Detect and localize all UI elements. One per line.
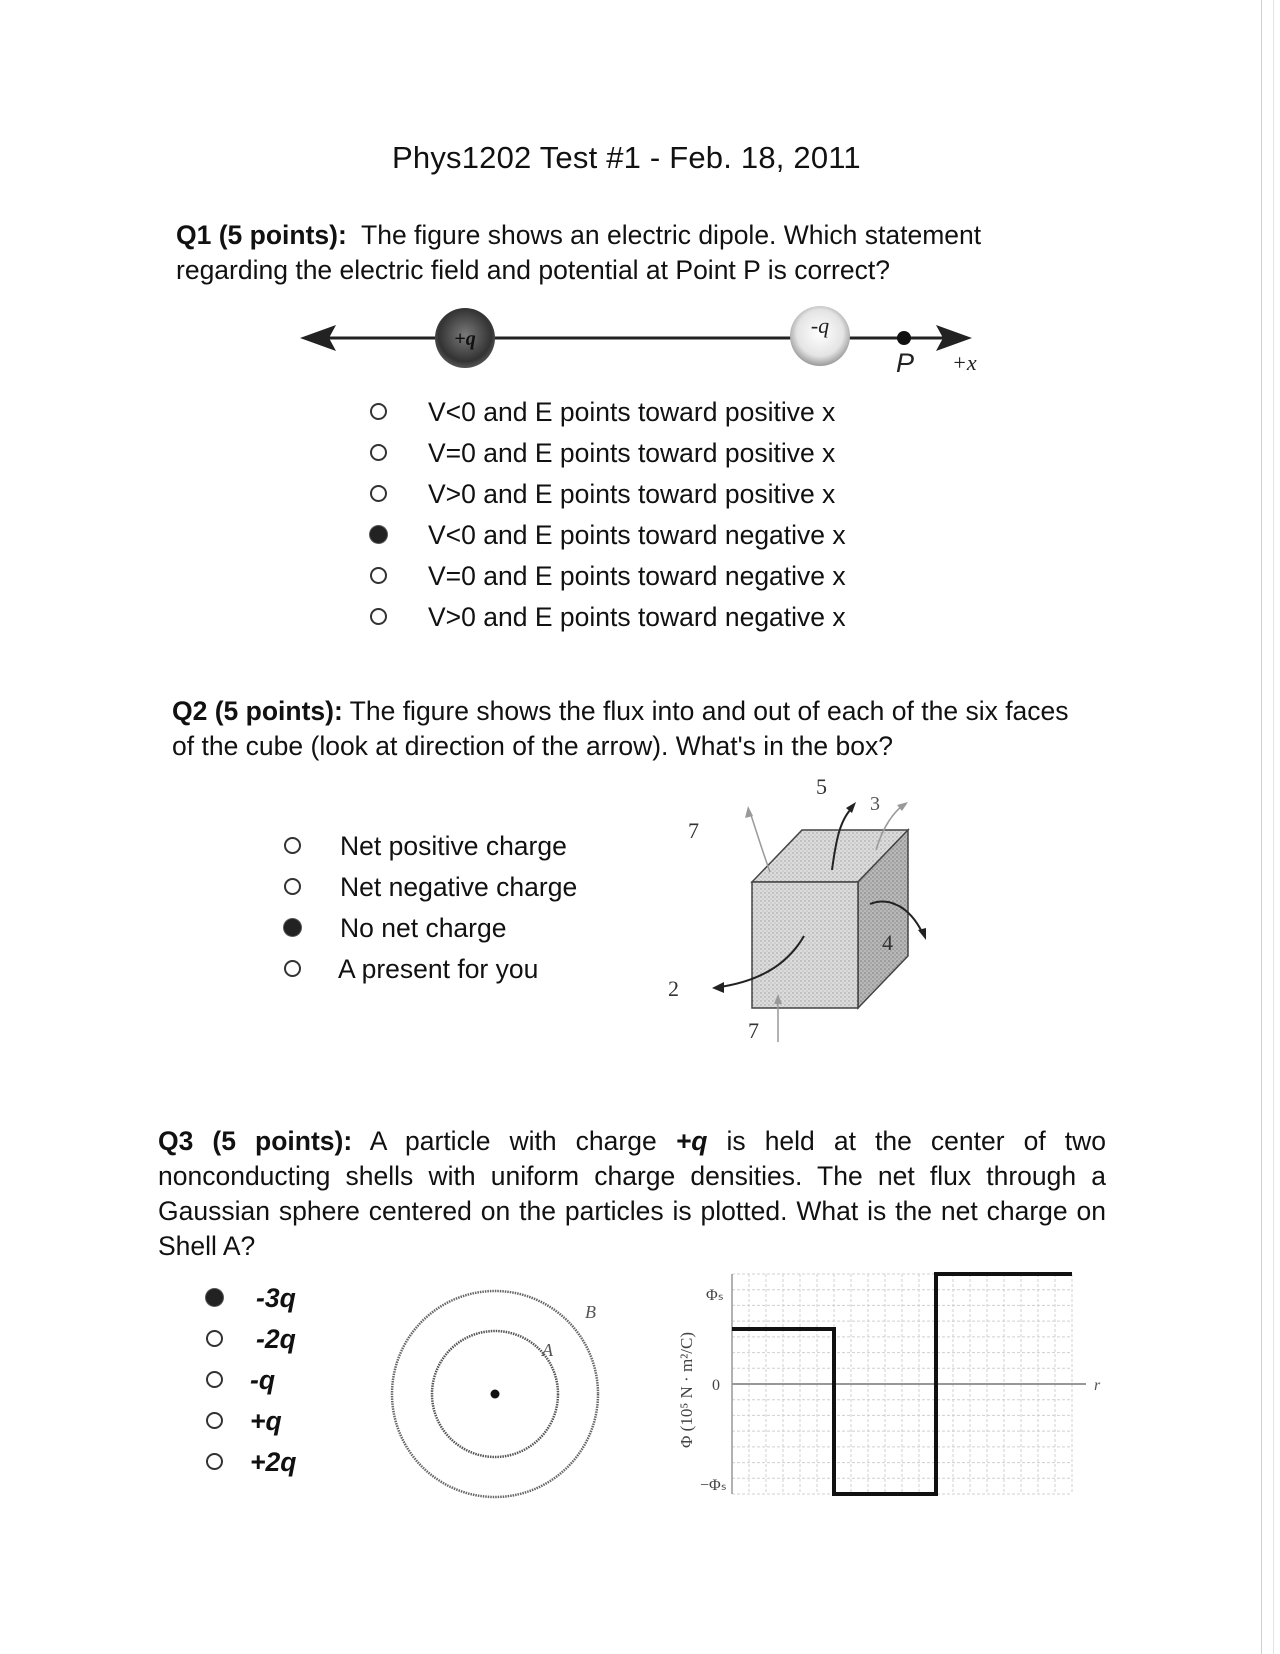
q2-heading: Q2 (5 points):	[172, 696, 343, 726]
flux-arrow-right-head	[918, 928, 926, 940]
option-label: -2q	[256, 1324, 296, 1354]
q3-option-4[interactable]	[206, 1401, 406, 1442]
q1-option-4[interactable]	[370, 515, 930, 556]
q1-heading: Q1 (5 points):	[176, 220, 347, 250]
q2-prompt	[172, 694, 1092, 764]
option-label: V>0 and E points toward positive x	[428, 479, 836, 509]
page-title: Phys1202 Test #1 - Feb. 18, 2011	[392, 140, 861, 175]
q1-options	[370, 392, 930, 638]
radio-button[interactable]	[370, 485, 387, 502]
option-label: +2q	[250, 1447, 297, 1477]
q2-option-2[interactable]	[284, 867, 644, 908]
q3-text-after: is held at the center of two nonconducting shells with uniform charge densities. The net flux through a Gaussian sphere centered on the particles is plotted. What is the net charge on Shell A?	[158, 1126, 1106, 1261]
flux-arrow-top-left	[750, 812, 770, 872]
q3-prompt	[158, 1124, 1106, 1264]
radio-button[interactable]	[284, 960, 301, 977]
option-label: A present for you	[338, 954, 539, 984]
q1-option-5[interactable]	[370, 556, 930, 597]
radio-button[interactable]	[284, 919, 301, 936]
point-p-label: P	[896, 348, 915, 378]
flux-label-bottom: 7	[748, 1018, 759, 1043]
q3-charge: +q	[675, 1126, 708, 1156]
option-label: V=0 and E points toward positive x	[428, 438, 836, 468]
q1-prompt	[176, 218, 1096, 288]
point-p-dot	[897, 331, 911, 345]
chart-y-tick-zero: 0	[712, 1377, 720, 1394]
q1-option-2[interactable]	[370, 433, 930, 474]
radio-button[interactable]	[206, 1412, 223, 1429]
q2-cube-figure	[668, 774, 960, 1080]
radio-button[interactable]	[284, 837, 301, 854]
option-label: V<0 and E points toward positive x	[428, 397, 836, 427]
cube-front-face	[752, 882, 858, 1008]
option-label: Net positive charge	[340, 831, 567, 861]
q3-heading: Q3 (5 points):	[158, 1126, 353, 1156]
radio-button[interactable]	[370, 567, 387, 584]
q2-options	[284, 826, 644, 990]
radio-button[interactable]	[284, 878, 301, 895]
q1-dipole-figure	[300, 308, 990, 388]
radio-button[interactable]	[206, 1289, 223, 1306]
shell-b-label: B	[585, 1302, 596, 1322]
q1-option-3[interactable]	[370, 474, 930, 515]
chart-grid	[732, 1274, 1086, 1494]
radio-button[interactable]	[370, 403, 387, 420]
q2-option-4[interactable]	[284, 949, 644, 990]
q2-option-1[interactable]	[284, 826, 644, 867]
q3-option-2[interactable]	[206, 1319, 406, 1360]
flux-label-top-right: 3	[870, 793, 880, 815]
flux-arrow-top-head	[846, 802, 856, 813]
option-label: V<0 and E points toward negative x	[428, 520, 846, 550]
negative-charge-label: -q	[810, 313, 830, 338]
radio-button[interactable]	[370, 444, 387, 461]
flux-label-top-left: 7	[688, 818, 699, 843]
radio-button[interactable]	[370, 526, 387, 543]
q3-text-before: A particle with charge	[369, 1126, 657, 1156]
chart-y-axis-label: Φ (10⁵ N · m²/C)	[677, 1332, 696, 1448]
chart-y-tick-top: Φₛ	[706, 1287, 724, 1304]
q3-flux-chart	[672, 1264, 1102, 1504]
chart-y-tick-bottom: −Φₛ	[700, 1477, 727, 1494]
radio-button[interactable]	[206, 1453, 223, 1470]
chart-x-axis-label: r	[1094, 1377, 1101, 1394]
option-label: V=0 and E points toward negative x	[428, 561, 846, 591]
option-label: +q	[250, 1406, 282, 1436]
q1-option-1[interactable]	[370, 392, 930, 433]
q3-option-1[interactable]	[206, 1278, 406, 1319]
q2-option-3[interactable]	[284, 908, 644, 949]
flux-arrow-top-left-head	[745, 806, 753, 818]
q1-text: The figure shows an electric dipole. Which statement regarding the electric field and potential at Point P is correct?	[176, 220, 982, 285]
flux-label-top: 5	[816, 774, 827, 799]
scan-edge-2	[1273, 0, 1274, 1654]
option-label: Net negative charge	[340, 872, 578, 902]
q3-option-5[interactable]	[206, 1442, 406, 1483]
option-label: -3q	[256, 1283, 296, 1313]
q3-shells-figure	[380, 1276, 620, 1516]
q2-text: The figure shows the flux into and out of each of the six faces of the cube (look at direction of the arrow). What's in the box?	[172, 696, 1069, 761]
option-label: No net charge	[340, 913, 507, 943]
q3-option-3[interactable]	[206, 1360, 406, 1401]
axis-label: +x	[952, 350, 977, 375]
option-label: -q	[250, 1365, 276, 1395]
flux-arrow-left-head	[712, 982, 724, 993]
positive-charge-label: +q	[454, 328, 476, 350]
shell-a-label: A	[542, 1340, 553, 1360]
center-particle	[491, 1390, 500, 1399]
flux-label-right: 4	[882, 930, 893, 955]
q1-option-6[interactable]	[370, 597, 930, 638]
radio-button[interactable]	[370, 608, 387, 625]
q3-options	[206, 1278, 406, 1483]
option-label: V>0 and E points toward negative x	[428, 602, 846, 632]
radio-button[interactable]	[206, 1330, 223, 1347]
scan-edge	[1261, 0, 1262, 1654]
flux-label-left: 2	[668, 976, 679, 1001]
radio-button[interactable]	[206, 1371, 223, 1388]
